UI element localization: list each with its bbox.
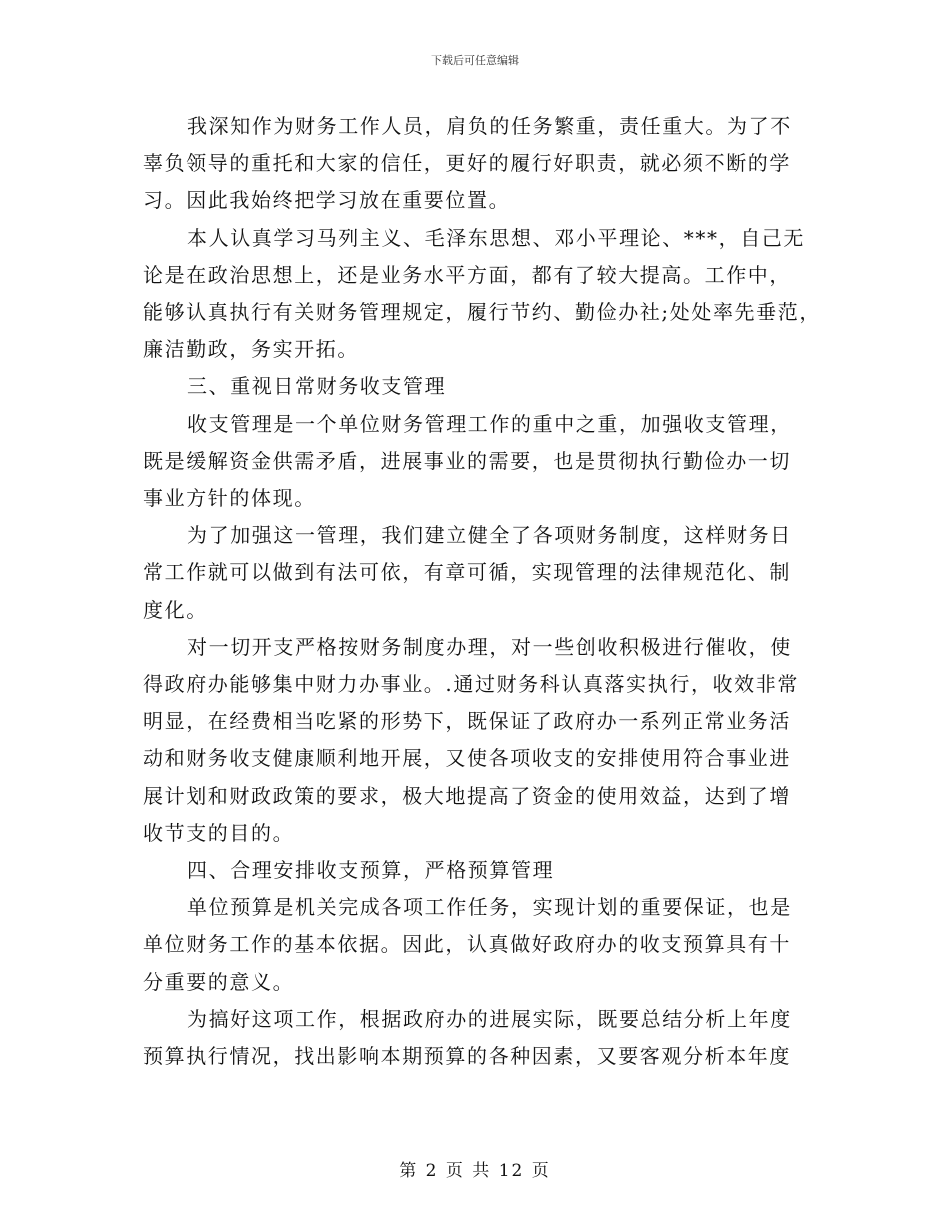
paragraph — [143, 1001, 813, 1075]
text-line: 既是缓解资金供需矛盾，进展事业的需要，也是贯彻执行勤俭办一切 — [143, 448, 791, 473]
text-line: 四、合理安排收支预算，严格预算管理 — [187, 858, 555, 883]
paragraph — [143, 108, 813, 220]
paragraph — [143, 406, 813, 518]
document-body — [143, 108, 821, 1075]
text-line: 动和财务收支健康顺利地开展，又使各项收支的安排使用符合事业进 — [143, 746, 791, 771]
paragraph — [143, 889, 813, 1001]
text-line: 对一切开支严格按财务制度办理，对一些创收积极进行催收，使 — [187, 634, 792, 659]
text-line: 收支管理是一个单位财务管理工作的重中之重，加强收支管理， — [187, 411, 792, 436]
text-line: 收节支的目的。 — [143, 820, 295, 845]
text-line: 辜负领导的重托和大家的信任，更好的履行好职责，就必须不断的学 — [143, 151, 791, 176]
text-line: 分重要的意义。 — [143, 969, 295, 994]
text-line: 论是在政治思想上，还是业务水平方面，都有了较大提高。工作中， — [143, 262, 791, 287]
text-line: 单位财务工作的基本依据。因此，认真做好政府办的收支预算具有十 — [143, 932, 791, 957]
text-line: 单位预算是机关完成各项工作任务，实现计划的重要保证，也是 — [187, 895, 792, 920]
text-line: 我深知作为财务工作人员，肩负的任务繁重，责任重大。为了不 — [187, 114, 792, 138]
text-line: 事业方针的体现。 — [143, 486, 316, 511]
text-line: 常工作就可以做到有法可依，有章可循，实现管理的法律规范化、制 — [143, 560, 791, 585]
page-header: 下载后可任意编辑 — [431, 54, 519, 67]
text-line: 能够认真执行有关财务管理规定，履行节约、勤俭办社;处处率先垂范， — [143, 300, 821, 325]
text-line: 度化。 — [143, 597, 208, 622]
text-line: 展计划和财政政策的要求，极大地提高了资金的使用效益，达到了增 — [143, 783, 791, 808]
text-line: 为搞好这项工作，根据政府办的进展实际，既要总结分析上年度 — [187, 1006, 792, 1031]
text-line: 预算执行情况，找出影响本期预算的各种因素，又要客观分析本年度 — [143, 1044, 791, 1069]
text-line: 为了加强这一管理，我们建立健全了各项财务制度，这样财务日 — [187, 523, 792, 548]
section-heading — [143, 852, 813, 889]
paragraph — [143, 517, 813, 629]
paragraph — [143, 220, 821, 369]
text-line: 三、重视日常财务收支管理 — [187, 374, 447, 399]
text-line: 明显，在经费相当吃紧的形势下，既保证了政府办一系列正常业务活 — [143, 709, 791, 734]
page-footer: 第 2 页 共 12 页 — [399, 1161, 551, 1181]
text-line: 得政府办能够集中财力办事业。.通过财务科认真落实执行，收效非常 — [143, 672, 799, 697]
text-line: 廉洁勤政，务实开拓。 — [143, 337, 359, 362]
text-line: 本人认真学习马列主义、毛泽东思想、邓小平理论、***，自己无 — [187, 225, 805, 250]
text-line: 习。因此我始终把学习放在重要位置。 — [143, 188, 511, 213]
paragraph — [143, 629, 813, 852]
section-heading — [143, 368, 813, 405]
